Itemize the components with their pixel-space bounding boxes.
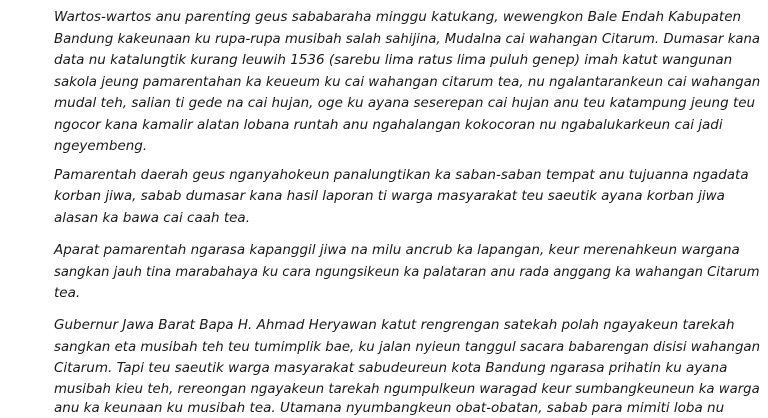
text-line: sangkan eta musibah teh teu tumimplik bae, ku jalan nyieun tanggul sacara babarengan disisi wahangan — [54, 339, 761, 355]
text-line: Citarum. Tapi teu saeutik warga masyarakat sabudeureun kota Bandung ngarasa prihatin ku ayana — [54, 360, 728, 376]
text-line: mudal teh, salian ti gede na cai hujan, oge ku ayana seserepan cai hujan anu teu katampung jeung teu — [54, 95, 756, 111]
text-line: musibah kieu teh, rereongan ngayakeun tarekah ngumpulkeun waragad keur sumbangkeuneun ka warga — [54, 381, 760, 397]
text-line: Aparat pamarentah ngarasa kapanggil jiwa na milu ancrub ka lapangan, keur merenahkeun wargana — [54, 242, 740, 258]
text-line: ngeyembeng. — [54, 138, 148, 154]
text-line: korban jiwa, sabab dumasar kana hasil laporan ti warga masyarakat teu saeutik ayana korban jiwa — [54, 188, 725, 204]
text-line: sangkan jauh tina marabahaya ku cara ngungsikeun ka palataran anu rada anggang ka wahangan Citarum — [54, 264, 760, 280]
text-line: tea. — [54, 285, 81, 301]
text-line: alasan ka bawa cai caah tea. — [54, 210, 250, 226]
text-line: ngocor kana kamalir alatan lobana runtah anu ngahalangan kokocoran nu ngabalukarkeun cai jadi — [54, 117, 723, 133]
text-line: Pamarentah daerah geus nganyahokeun panalungtikan ka saban-saban tempat anu tujuanna ngadata — [54, 167, 749, 183]
text-line: data nu katalungtik kurang leuwih 1536 (sarebu lima ratus lima puluh genep) imah katut wangunan — [54, 52, 733, 68]
text-line: Bandung kakeunaan ku rupa-rupa musibah salah sahijina, Mudalna cai wahangan Citarum. Dumasar kana — [54, 31, 761, 47]
text-line: Gubernur Jawa Barat Bapa H. Ahmad Heryawan katut rengrengan satekah polah ngayakeun tarekah — [54, 317, 735, 333]
text-line: anu ka keunaan ku musibah tea. Utamana nyumbangkeun obat-obatan, sabab para mimiti loba nu — [54, 400, 725, 416]
text-line: Wartos-wartos anu parenting geus sababaraha minggu katukang, wewengkon Bale Endah Kabupaten — [54, 9, 742, 25]
text-line: sakola jeung pamarentahan ka keueum ku cai wahangan citarum tea, nu ngalantarankeun cai wahangan — [54, 74, 761, 90]
